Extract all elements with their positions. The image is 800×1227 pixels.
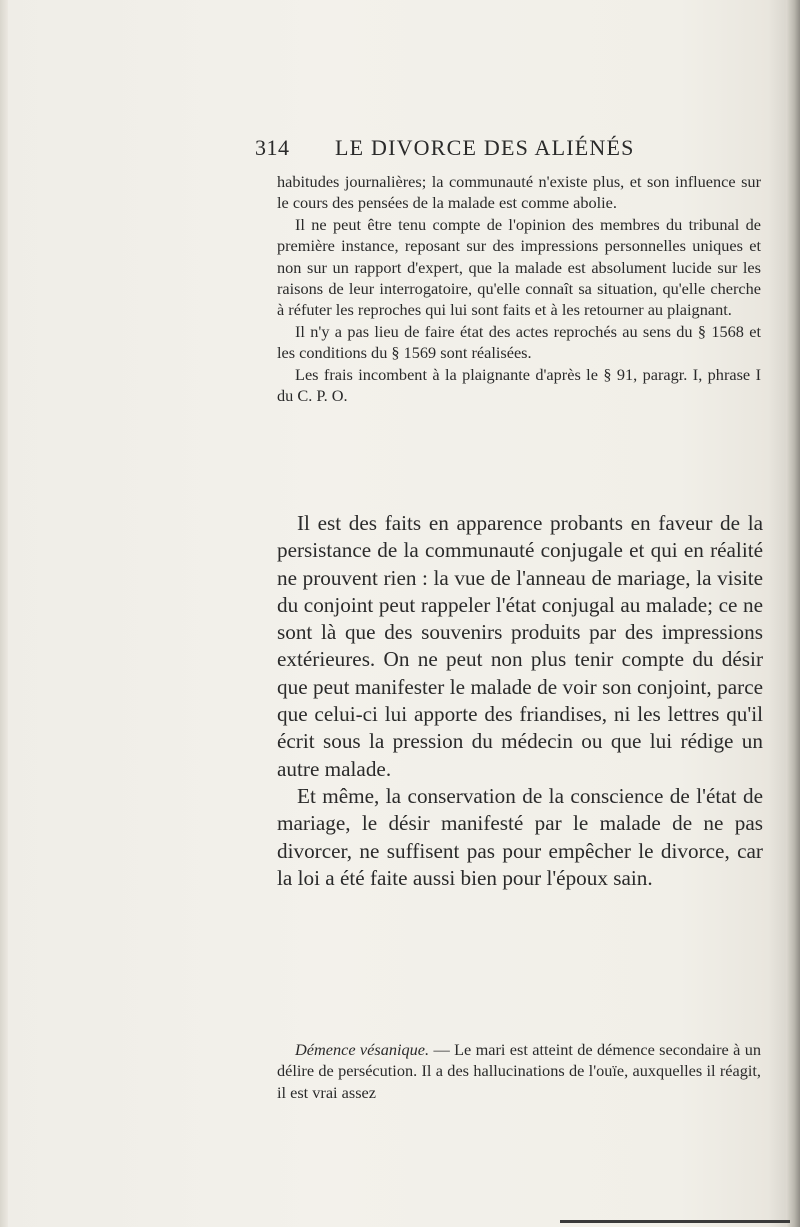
case-text [277,1039,761,1103]
page-number: 314 [255,135,290,160]
paragraph-costs: Les frais incombent à la plaignante d'après le § 91, paragr. I, phrase I du C. P. O. [277,364,761,406]
paragraph-paragraph-1568: Il n'y a pas lieu de faire état des actes reprochés au sens du § 1568 et les conditions du § 1569 sont réalisées. [277,321,761,363]
paragraph-conservation: Et même, la conservation de la conscience de l'état de mariage, le désir manifesté par le malade de ne pas divorcer, ne suffisent pas pour empêcher le divorce, car la loi a été faite aussi bien pour l'époux sain. [277,783,763,890]
bottom-edge-shadow [560,1220,790,1223]
paragraph-dementia-case [277,1039,761,1103]
case-body: — Le mari est atteint de démence secondaire à un délire de persécution. Il a des hallucinations de l'ouïe, auxquelles il réagit, il est vrai assez [277,1040,761,1102]
page-left-edge [0,0,8,1227]
running-header [255,135,675,163]
commentary-text [277,510,763,892]
page-binding-edge [786,0,800,1227]
paragraph-continuation: habitudes journalières; la communauté n'existe plus, et son influence sur le cours des pensées de la malade est comme abolie. [277,172,761,213]
paragraph-tribunal-opinion: Il ne peut être tenu compte de l'opinion des membres du tribunal de première instance, reposant sur des impressions personnelles uniques et non sur un rapport d'expert, que la malade est absolument lucide sur les raisons de leur interrogatoire, qu'elle connaît sa situation, qu'elle cherche à réfuter les reproches qui lui sont faits et à les retourner au plaignant. [277,214,761,320]
running-title: LE DIVORCE DES ALIÉNÉS [335,135,635,160]
paragraph-apparent-facts: Il est des faits en apparence probants en faveur de la persistance de la communauté conjugale et qui en réalité ne prouvent rien : la vue de l'anneau de mariage, la visite du conjoint peut rappeler l'état conjugal au malade; ce ne sont là que des souvenirs produits par des impressions extérieures. On ne peut non plus tenir compte du désir que peut manifester le malade de voir son conjoint, parce que celui-ci lui apporte des friandises, ni les lettres qu'il écrit sous la pression du médecin ou que lui rédige un autre malade. [277,511,763,781]
case-heading: Démence vésanique. [295,1040,430,1059]
court-ruling-text [277,171,761,406]
